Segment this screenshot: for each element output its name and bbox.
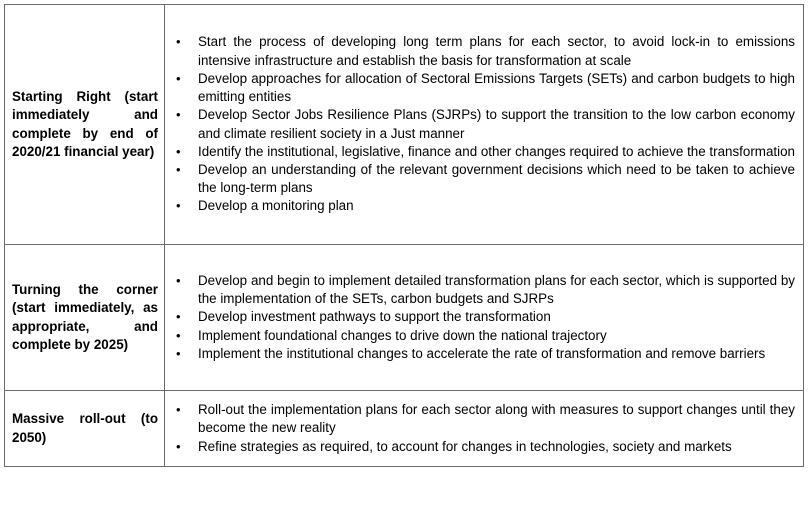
phase-actions bbox=[165, 391, 804, 467]
phase-title: Turning the corner (start immediately, as appropriate, and complete by 2025) bbox=[5, 245, 165, 391]
action-list bbox=[165, 33, 795, 215]
action-list bbox=[165, 401, 795, 456]
bullet-icon: • bbox=[176, 34, 181, 50]
list-item bbox=[165, 327, 795, 345]
action-text: Develop an understanding of the relevant government decisions which need to be taken to achieve the long-term plans bbox=[198, 161, 795, 196]
list-item bbox=[165, 161, 795, 197]
list-item bbox=[165, 272, 795, 308]
bullet-icon: • bbox=[176, 198, 181, 214]
bullet-icon: • bbox=[176, 345, 181, 361]
action-text: Develop approaches for allocation of Sectoral Emissions Targets (SETs) and carbon budgets to high emitting entities bbox=[198, 70, 795, 105]
bullet-icon: • bbox=[176, 272, 181, 288]
list-item bbox=[165, 106, 795, 142]
phases-table bbox=[4, 4, 804, 467]
action-text: Refine strategies as required, to account for changes in technologies, society and markets bbox=[198, 438, 732, 454]
action-text: Develop investment pathways to support the transformation bbox=[198, 309, 551, 325]
list-item bbox=[165, 401, 795, 437]
action-text: Identify the institutional, legislative, finance and other changes required to achieve the transformation bbox=[198, 143, 795, 159]
action-text: Develop a monitoring plan bbox=[198, 198, 354, 214]
list-item bbox=[165, 33, 795, 69]
bullet-icon: • bbox=[176, 402, 181, 418]
action-text: Implement the institutional changes to accelerate the rate of transformation and remove barriers bbox=[198, 345, 766, 361]
bullet-icon: • bbox=[176, 143, 181, 159]
bullet-icon: • bbox=[176, 438, 181, 454]
phase-row-turning-the-corner bbox=[5, 245, 804, 391]
bullet-icon: • bbox=[176, 107, 181, 123]
action-text: Start the process of developing long term plans for each sector, to avoid lock-in to emissions intensive infrastructure and establish the basis for transformation at scale bbox=[198, 34, 795, 68]
list-item bbox=[165, 345, 795, 363]
phase-title: Massive roll-out (to 2050) bbox=[5, 391, 165, 467]
bullet-icon: • bbox=[176, 327, 181, 343]
list-item bbox=[165, 308, 795, 326]
list-item bbox=[165, 143, 795, 161]
action-text: Roll-out the implementation plans for each sector along with measures to support changes until they become the new reality bbox=[198, 402, 795, 436]
action-text: Develop Sector Jobs Resilience Plans (SJRPs) to support the transition to the low carbon economy and climate resilient society in a Just manner bbox=[198, 107, 795, 141]
list-item bbox=[165, 438, 795, 456]
phase-row-starting-right bbox=[5, 5, 804, 245]
phase-row-massive-roll-out bbox=[5, 391, 804, 467]
bullet-icon: • bbox=[176, 70, 181, 86]
list-item bbox=[165, 70, 795, 106]
phase-actions bbox=[165, 5, 804, 245]
list-item bbox=[165, 197, 795, 215]
action-text: Implement foundational changes to drive down the national trajectory bbox=[198, 327, 607, 343]
bullet-icon: • bbox=[176, 161, 181, 177]
action-list bbox=[165, 272, 795, 363]
phase-actions bbox=[165, 245, 804, 391]
bullet-icon: • bbox=[176, 309, 181, 325]
action-text: Develop and begin to implement detailed transformation plans for each sector, which is supported by the implementation of the SETs, carbon budgets and SJRPs bbox=[198, 272, 795, 307]
phase-title: Starting Right (start immediately and complete by end of 2020/21 financial year) bbox=[5, 5, 165, 245]
